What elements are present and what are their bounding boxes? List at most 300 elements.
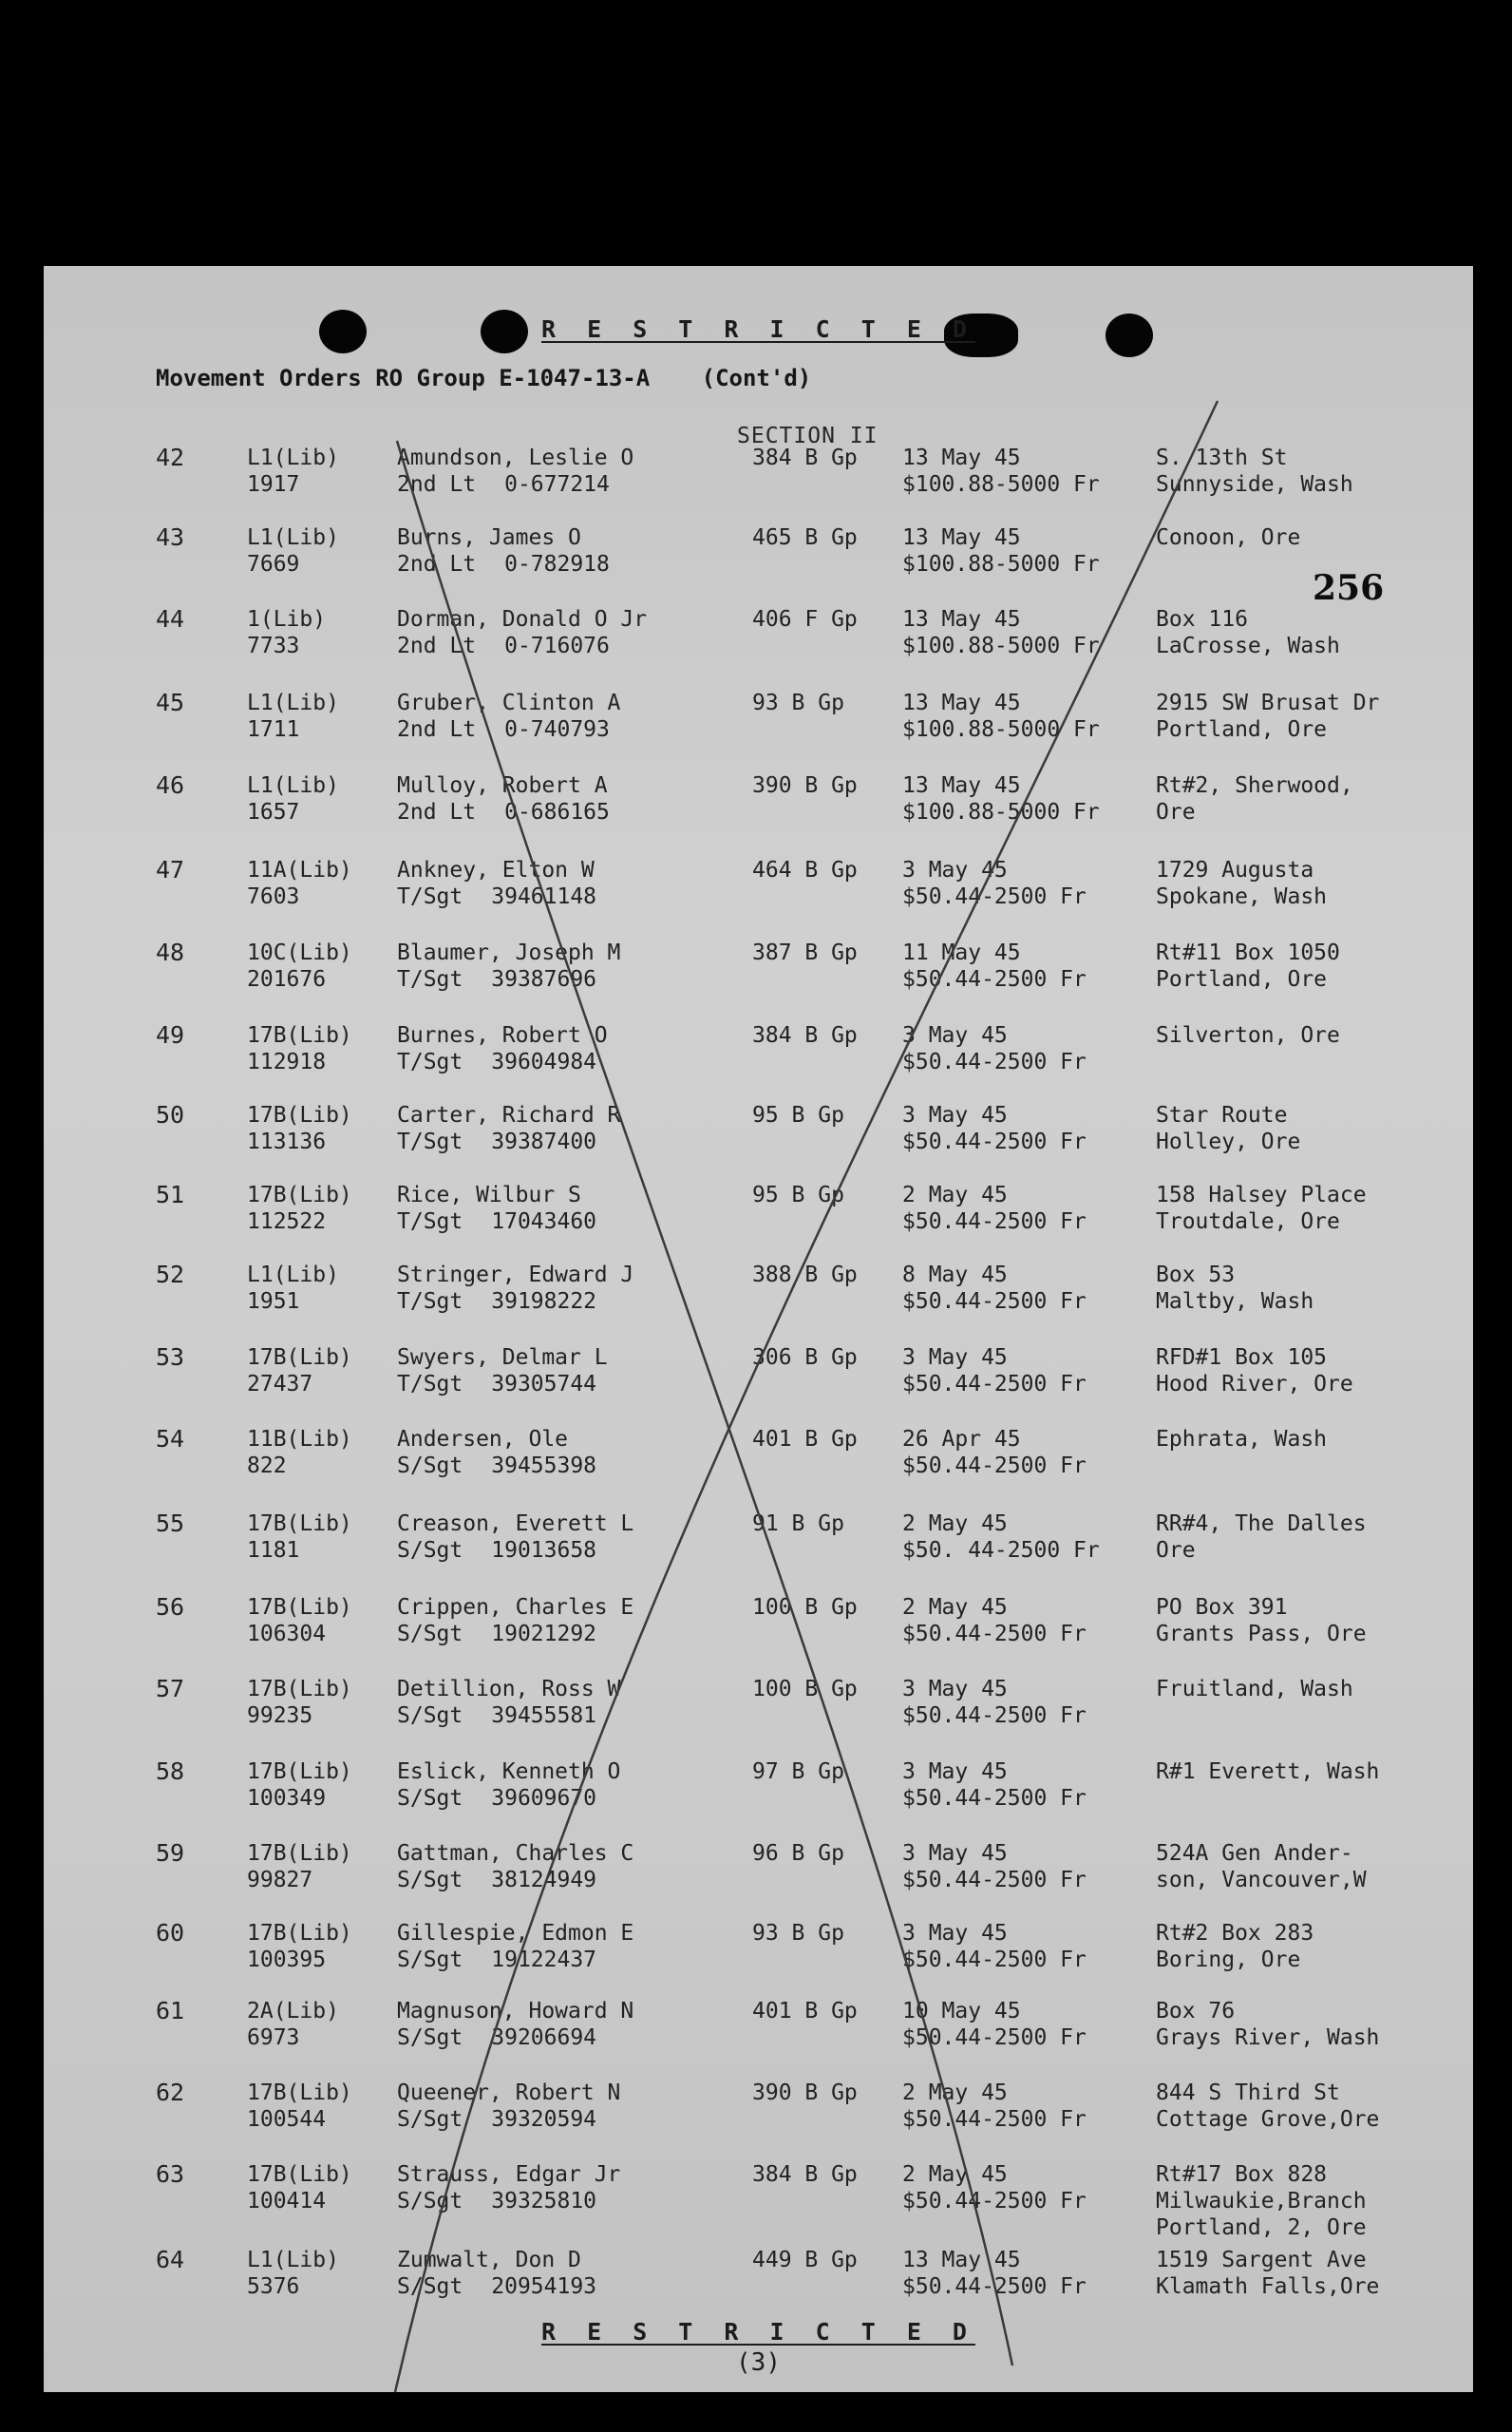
- entry-unit: 93 B Gp: [752, 1921, 844, 1946]
- entry-amount: $50.44-2500 Fr: [902, 1454, 1087, 1478]
- entry-person-name: Ankney, Elton W: [397, 858, 595, 883]
- entry-rank-line: [397, 633, 647, 659]
- entry-payment: [902, 1676, 1087, 1729]
- entry-code: 11A(Lib): [247, 858, 352, 883]
- entry-person-name: Burnes, Robert O: [397, 1023, 608, 1048]
- entry-amount: $50.44-2500 Fr: [902, 2274, 1087, 2299]
- entry-payment: [902, 1344, 1087, 1397]
- entry-rank-line: [397, 799, 610, 826]
- entry-service-number: 19021292: [491, 1622, 597, 1646]
- entry-service-number: 20954193: [491, 2274, 597, 2299]
- entry-rank-line: [397, 1453, 596, 1479]
- entry-rank: S/Sgt: [397, 1868, 463, 1892]
- entry-name: [397, 524, 610, 578]
- entry-service-number: 39604984: [491, 1050, 597, 1074]
- table-row: [44, 524, 1473, 600]
- entry-amount: $50.44-2500 Fr: [902, 1130, 1087, 1154]
- entry-code: 1(Lib): [247, 607, 327, 632]
- entry-amount: $50.44-2500 Fr: [902, 884, 1087, 909]
- table-row: [44, 1920, 1473, 1996]
- entry-no: 50: [156, 1101, 185, 1129]
- entry-unit: [752, 1102, 844, 1129]
- entry-unit: 384 B Gp: [752, 446, 858, 470]
- entry-code: 17B(Lib): [247, 1595, 352, 1620]
- entry-addr2: Hood River, Ore: [1156, 1372, 1353, 1396]
- entry-date: 13 May 45: [902, 446, 1021, 470]
- table-row: [44, 1510, 1473, 1586]
- entry-date: 13 May 45: [902, 691, 1021, 715]
- entry-service-number: 39461148: [491, 884, 597, 909]
- entry-rank: T/Sgt: [397, 1130, 463, 1154]
- entry-name: [397, 772, 610, 826]
- entry-code: [247, 1182, 352, 1235]
- entry-unit: [752, 1998, 858, 2024]
- entry-no: 54: [156, 1425, 185, 1453]
- entry-name: [397, 2247, 596, 2300]
- entry-addr2: [1156, 551, 1300, 578]
- entry-number: [156, 606, 184, 633]
- entry-number: [156, 2161, 184, 2188]
- entry-unit: [752, 524, 858, 551]
- entry-code: [247, 1102, 352, 1155]
- entry-code: [247, 1426, 352, 1479]
- table-row: [44, 1676, 1473, 1752]
- table-row: [44, 1262, 1473, 1338]
- entry-addr3: Portland, 2, Ore: [1156, 2215, 1367, 2240]
- table-row: [44, 1426, 1473, 1502]
- entry-person-name: Carter, Richard R: [397, 1103, 621, 1128]
- table-row: [44, 1840, 1473, 1916]
- entry-code: L1(Lib): [247, 2248, 339, 2272]
- entry-service-number: 39455398: [491, 1454, 597, 1478]
- entry-date: 2 May 45: [902, 1511, 1008, 1536]
- entry-name: [397, 1102, 620, 1155]
- page-footer-number: (3): [736, 2348, 781, 2377]
- entry-rank: T/Sgt: [397, 1289, 463, 1314]
- table-row: [44, 940, 1473, 1016]
- entry-number: [156, 1920, 184, 1947]
- entry-rank: S/Sgt: [397, 1786, 463, 1811]
- entry-amount: $50.44-2500 Fr: [902, 1289, 1087, 1314]
- entry-addr2: Boring, Ore: [1156, 1948, 1301, 1972]
- entry-person-name: Dorman, Donald O Jr: [397, 607, 648, 632]
- entry-payment: [902, 857, 1087, 910]
- entry-no: 58: [156, 1758, 185, 1785]
- entry-person-name: Blaumer, Joseph M: [397, 940, 621, 965]
- entry-amount: $50.44-2500 Fr: [902, 1948, 1087, 1972]
- entry-addr1: R#1 Everett, Wash: [1156, 1759, 1380, 1784]
- entry-address: [1156, 445, 1353, 498]
- entry-code: 17B(Lib): [247, 2162, 352, 2187]
- entry-addr2: LaCrosse, Wash: [1156, 634, 1340, 658]
- table-row: [44, 1182, 1473, 1258]
- entry-addr2: son, Vancouver,W: [1156, 1868, 1367, 1892]
- entry-addr1: 524A Gen Ander-: [1156, 1841, 1353, 1866]
- entry-code: [247, 772, 339, 826]
- entry-name: [397, 1594, 633, 1647]
- table-row: [44, 1758, 1473, 1834]
- entry-name: [397, 1344, 608, 1397]
- entry-no: 44: [156, 605, 185, 633]
- entry-amount: $50.44-2500 Fr: [902, 1209, 1087, 1234]
- entry-serial: 1917: [247, 472, 300, 497]
- entry-amount: $50.44-2500 Fr: [902, 1050, 1087, 1074]
- entry-payment: [902, 940, 1087, 993]
- entry-amount: $50. 44-2500 Fr: [902, 1538, 1100, 1563]
- entry-unit: [752, 772, 858, 799]
- entry-code: [247, 1676, 352, 1729]
- entry-person-name: Gattman, Charles C: [397, 1841, 634, 1866]
- entry-serial: 112918: [247, 1050, 327, 1074]
- entry-service-number: 0-686165: [504, 800, 610, 825]
- entry-rank-line: [397, 1129, 620, 1155]
- entry-name: [397, 1426, 596, 1479]
- entry-code: [247, 690, 339, 743]
- entry-unit: 100 B Gp: [752, 1677, 858, 1701]
- entry-rank: S/Sgt: [397, 1948, 463, 1972]
- entry-unit: 96 B Gp: [752, 1841, 844, 1866]
- entry-service-number: 39609670: [491, 1786, 597, 1811]
- entry-addr1: Conoon, Ore: [1156, 525, 1301, 550]
- entry-date: 3 May 45: [902, 1921, 1008, 1946]
- entry-name: [397, 1022, 608, 1075]
- entry-amount: $50.44-2500 Fr: [902, 2025, 1087, 2050]
- entry-unit: 449 B Gp: [752, 2248, 858, 2272]
- entry-rank-line: [397, 716, 620, 743]
- entry-code: 2A(Lib): [247, 1999, 339, 2024]
- entry-person-name: Detillion, Ross W: [397, 1677, 621, 1701]
- entry-payment: [902, 1022, 1087, 1075]
- entry-rank: S/Sgt: [397, 1538, 463, 1563]
- entry-serial: 100395: [247, 1948, 327, 1972]
- entry-name: [397, 445, 633, 498]
- entry-unit: [752, 857, 858, 884]
- entry-payment: [902, 1426, 1087, 1479]
- entry-code: [247, 1262, 339, 1315]
- entry-rank-line: [397, 1537, 633, 1564]
- entry-unit: 390 B Gp: [752, 2080, 858, 2105]
- document-page: [44, 266, 1473, 2392]
- entry-code: [247, 606, 326, 659]
- entry-payment: [902, 1594, 1087, 1647]
- entry-number: [156, 1022, 184, 1049]
- table-row: [44, 1594, 1473, 1670]
- entry-date: 2 May 45: [902, 2080, 1008, 2105]
- entry-rank: 2nd Lt: [397, 800, 477, 825]
- entry-code: L1(Lib): [247, 446, 339, 470]
- entry-name: [397, 2161, 620, 2214]
- header-continued: (Cont'd): [701, 365, 812, 391]
- entry-number: [156, 1344, 184, 1371]
- entry-addr2: [1156, 1785, 1379, 1812]
- entry-serial: 7603: [247, 884, 300, 909]
- entry-rank: 2nd Lt: [397, 472, 477, 497]
- entry-serial: 112522: [247, 1209, 327, 1234]
- entry-payment: [902, 772, 1100, 826]
- entry-amount: $100.88-5000 Fr: [902, 634, 1100, 658]
- entry-amount: $50.44-2500 Fr: [902, 1868, 1087, 1892]
- entry-serial: 201676: [247, 967, 327, 992]
- entry-person-name: Andersen, Ole: [397, 1427, 569, 1452]
- entry-unit: [752, 1840, 844, 1867]
- entry-serial: 99235: [247, 1703, 313, 1728]
- entry-name: [397, 1182, 596, 1235]
- entry-code: [247, 1920, 352, 1973]
- entry-rank-line: [397, 2106, 620, 2133]
- entry-address: [1156, 1998, 1379, 2051]
- restricted-stamp-bottom: R E S T R I C T E D: [541, 2318, 975, 2346]
- entry-addr2: Portland, Ore: [1156, 967, 1328, 992]
- entry-amount: $50.44-2500 Fr: [902, 1372, 1087, 1396]
- table-row: [44, 1102, 1473, 1178]
- entry-address: [1156, 1426, 1327, 1479]
- entry-unit: 95 B Gp: [752, 1103, 844, 1128]
- entry-amount: $100.88-5000 Fr: [902, 552, 1100, 577]
- entry-rank: T/Sgt: [397, 1050, 463, 1074]
- entry-address: [1156, 772, 1353, 826]
- entry-addr1: Box 76: [1156, 1999, 1236, 2024]
- entry-date: 10 May 45: [902, 1999, 1021, 2024]
- entry-no: 61: [156, 1997, 185, 2024]
- entry-rank: T/Sgt: [397, 967, 463, 992]
- table-row: [44, 1344, 1473, 1420]
- entry-unit: [752, 1426, 858, 1453]
- entry-number: [156, 2080, 184, 2106]
- entry-date: 2 May 45: [902, 1183, 1008, 1207]
- entry-date: 2 May 45: [902, 2162, 1008, 2187]
- entry-payment: [902, 524, 1100, 578]
- entry-addr1: RR#4, The Dalles: [1156, 1511, 1367, 1536]
- entry-rank-line: [397, 1208, 596, 1235]
- entry-no: 43: [156, 523, 185, 551]
- entry-rank-line: [397, 966, 620, 993]
- entry-unit: 384 B Gp: [752, 2162, 858, 2187]
- entry-amount: $100.88-5000 Fr: [902, 800, 1100, 825]
- entry-rank-line: [397, 884, 596, 910]
- entry-service-number: 39198222: [491, 1289, 597, 1314]
- entry-name: [397, 690, 620, 743]
- entry-amount: $50.44-2500 Fr: [902, 1703, 1087, 1728]
- entry-addr1: Rt#11 Box 1050: [1156, 940, 1340, 965]
- entry-service-number: 39325810: [491, 2189, 597, 2214]
- entry-addr2: Klamath Falls,Ore: [1156, 2274, 1380, 2299]
- entry-person-name: Eslick, Kenneth O: [397, 1759, 621, 1784]
- entry-number: [156, 772, 184, 799]
- entry-addr1: Rt#17 Box 828: [1156, 2162, 1328, 2187]
- entry-code: [247, 1758, 352, 1812]
- table-row: [44, 772, 1473, 848]
- entry-unit: 387 B Gp: [752, 940, 858, 965]
- entry-person-name: Queener, Robert N: [397, 2080, 621, 2105]
- entry-number: [156, 1262, 184, 1288]
- entry-person-name: Creason, Everett L: [397, 1511, 634, 1536]
- entry-addr2: Ore: [1156, 1538, 1196, 1563]
- entry-name: [397, 1676, 620, 1729]
- entry-address: [1156, 940, 1340, 993]
- entry-payment: [902, 1998, 1087, 2051]
- entry-number: [156, 857, 184, 884]
- entry-code: 17B(Lib): [247, 1183, 352, 1207]
- entry-serial: 6973: [247, 2025, 300, 2050]
- entry-service-number: 0-716076: [504, 634, 610, 658]
- entry-addr1: PO Box 391: [1156, 1595, 1288, 1620]
- entry-service-number: 39387400: [491, 1130, 597, 1154]
- section-title: SECTION II: [737, 424, 879, 448]
- entry-no: 60: [156, 1919, 185, 1947]
- entry-no: 42: [156, 444, 185, 471]
- entry-unit: [752, 1262, 858, 1288]
- entry-address: [1156, 2161, 1367, 2241]
- entry-date: 13 May 45: [902, 773, 1021, 798]
- table-row: [44, 1022, 1473, 1098]
- entry-amount: $50.44-2500 Fr: [902, 1786, 1087, 1811]
- entry-address: [1156, 1758, 1379, 1812]
- entry-no: 53: [156, 1343, 185, 1371]
- entry-unit: 306 B Gp: [752, 1345, 858, 1370]
- entry-rank-line: [397, 1288, 633, 1315]
- entry-address: [1156, 524, 1300, 578]
- entry-unit: [752, 1758, 844, 1785]
- entry-addr2: Holley, Ore: [1156, 1130, 1301, 1154]
- entry-unit: 465 B Gp: [752, 525, 858, 550]
- entry-person-name: Strauss, Edgar Jr: [397, 2162, 621, 2187]
- entry-rank-line: [397, 2188, 620, 2214]
- entry-name: [397, 2080, 620, 2133]
- entry-address: [1156, 1022, 1340, 1075]
- entry-no: 47: [156, 856, 185, 884]
- entry-person-name: Zumwalt, Don D: [397, 2248, 581, 2272]
- entry-service-number: 39206694: [491, 2025, 597, 2050]
- entry-payment: [902, 445, 1100, 498]
- entry-person-name: Gruber, Clinton A: [397, 691, 621, 715]
- entry-no: 46: [156, 771, 185, 799]
- entry-rank-line: [397, 1867, 633, 1893]
- entry-code: [247, 2080, 352, 2133]
- entry-addr2: [1156, 1049, 1340, 1075]
- entry-person-name: Crippen, Charles E: [397, 1595, 634, 1620]
- entry-name: [397, 1998, 633, 2051]
- entry-addr1: Ephrata, Wash: [1156, 1427, 1328, 1452]
- entry-unit: [752, 690, 844, 716]
- entry-payment: [902, 690, 1100, 743]
- entry-payment: [902, 606, 1100, 659]
- entry-rank-line: [397, 2024, 633, 2051]
- entry-serial: 1711: [247, 717, 300, 742]
- entry-service-number: 39305744: [491, 1372, 597, 1396]
- table-row: [44, 1998, 1473, 2074]
- entry-date: 3 May 45: [902, 1759, 1008, 1784]
- entry-unit: 100 B Gp: [752, 1595, 858, 1620]
- entry-unit: 95 B Gp: [752, 1183, 844, 1207]
- entry-number: [156, 1426, 184, 1453]
- entry-addr1: Silverton, Ore: [1156, 1023, 1340, 1048]
- header-title: Movement Orders RO Group E-1047-13-A: [156, 365, 651, 391]
- entry-no: 55: [156, 1510, 185, 1537]
- entry-person-name: Amundson, Leslie O: [397, 446, 634, 470]
- entry-code: 17B(Lib): [247, 1677, 352, 1701]
- entry-serial: 106304: [247, 1622, 327, 1646]
- entry-code: 17B(Lib): [247, 1921, 352, 1946]
- entry-rank-line: [397, 1371, 608, 1397]
- entry-number: [156, 1840, 184, 1867]
- entry-rank-line: [397, 2273, 596, 2300]
- entry-unit: 384 B Gp: [752, 1023, 858, 1048]
- entry-addr2: Portland, Ore: [1156, 717, 1328, 742]
- entry-number: [156, 690, 184, 716]
- entry-service-number: 39387696: [491, 967, 597, 992]
- entry-rank: S/Sgt: [397, 1622, 463, 1646]
- entry-payment: [902, 1840, 1087, 1893]
- entry-number: [156, 1676, 184, 1702]
- entry-date: 3 May 45: [902, 1841, 1008, 1866]
- entry-code: L1(Lib): [247, 525, 339, 550]
- table-row: [44, 2160, 1473, 2240]
- entry-address: [1156, 1840, 1367, 1893]
- entry-date: 2 May 45: [902, 1595, 1008, 1620]
- entry-payment: [902, 1758, 1087, 1812]
- entry-service-number: 0-677214: [504, 472, 610, 497]
- entry-number: [156, 1998, 184, 2024]
- entry-serial: 100349: [247, 1786, 327, 1811]
- entry-addr1: RFD#1 Box 105: [1156, 1345, 1328, 1370]
- entry-unit: [752, 1920, 844, 1947]
- entry-unit: [752, 606, 858, 633]
- entry-unit: [752, 1676, 858, 1702]
- entry-address: [1156, 1920, 1314, 1973]
- entry-code: [247, 2161, 352, 2214]
- entry-code: [247, 1998, 339, 2051]
- entry-addr2: Grants Pass, Ore: [1156, 1622, 1367, 1646]
- entry-number: [156, 524, 184, 551]
- entry-rank-line: [397, 1621, 633, 1647]
- entry-unit: 401 B Gp: [752, 1999, 858, 2024]
- entry-service-number: 19013658: [491, 1538, 597, 1563]
- entry-code: [247, 1840, 352, 1893]
- entry-addr2: [1156, 1702, 1353, 1729]
- document-header: [156, 365, 811, 391]
- entry-date: 8 May 45: [902, 1263, 1008, 1287]
- entry-payment: [902, 2080, 1087, 2133]
- entry-rank: T/Sgt: [397, 884, 463, 909]
- entry-rank-line: [397, 471, 633, 498]
- entry-code: 10C(Lib): [247, 940, 352, 965]
- entry-addr2: Ore: [1156, 800, 1196, 825]
- entry-addr2: Spokane, Wash: [1156, 884, 1328, 909]
- table-row: [44, 2080, 1473, 2156]
- entry-addr2: Milwaukie,Branch: [1156, 2189, 1367, 2214]
- entry-number: [156, 1758, 184, 1785]
- entry-no: 59: [156, 1839, 185, 1867]
- entry-addr1: S. 13th St: [1156, 446, 1288, 470]
- entry-rank-line: [397, 1049, 608, 1075]
- entry-code: 17B(Lib): [247, 1759, 352, 1784]
- entry-rank-line: [397, 551, 610, 578]
- entry-person-name: Rice, Wilbur S: [397, 1183, 581, 1207]
- entry-amount: $100.88-5000 Fr: [902, 472, 1100, 497]
- entry-date: 11 May 45: [902, 940, 1021, 965]
- entry-serial: 99827: [247, 1868, 313, 1892]
- entry-code: [247, 524, 339, 578]
- entry-addr2: Troutdale, Ore: [1156, 1209, 1340, 1234]
- entry-number: [156, 940, 184, 966]
- entry-rank: S/Sgt: [397, 1703, 463, 1728]
- entry-address: [1156, 606, 1340, 659]
- entry-serial: 822: [247, 1454, 287, 1478]
- entry-address: [1156, 2247, 1379, 2300]
- entry-address: [1156, 857, 1327, 910]
- entry-unit: [752, 1594, 858, 1621]
- entry-service-number: 19122437: [491, 1948, 597, 1972]
